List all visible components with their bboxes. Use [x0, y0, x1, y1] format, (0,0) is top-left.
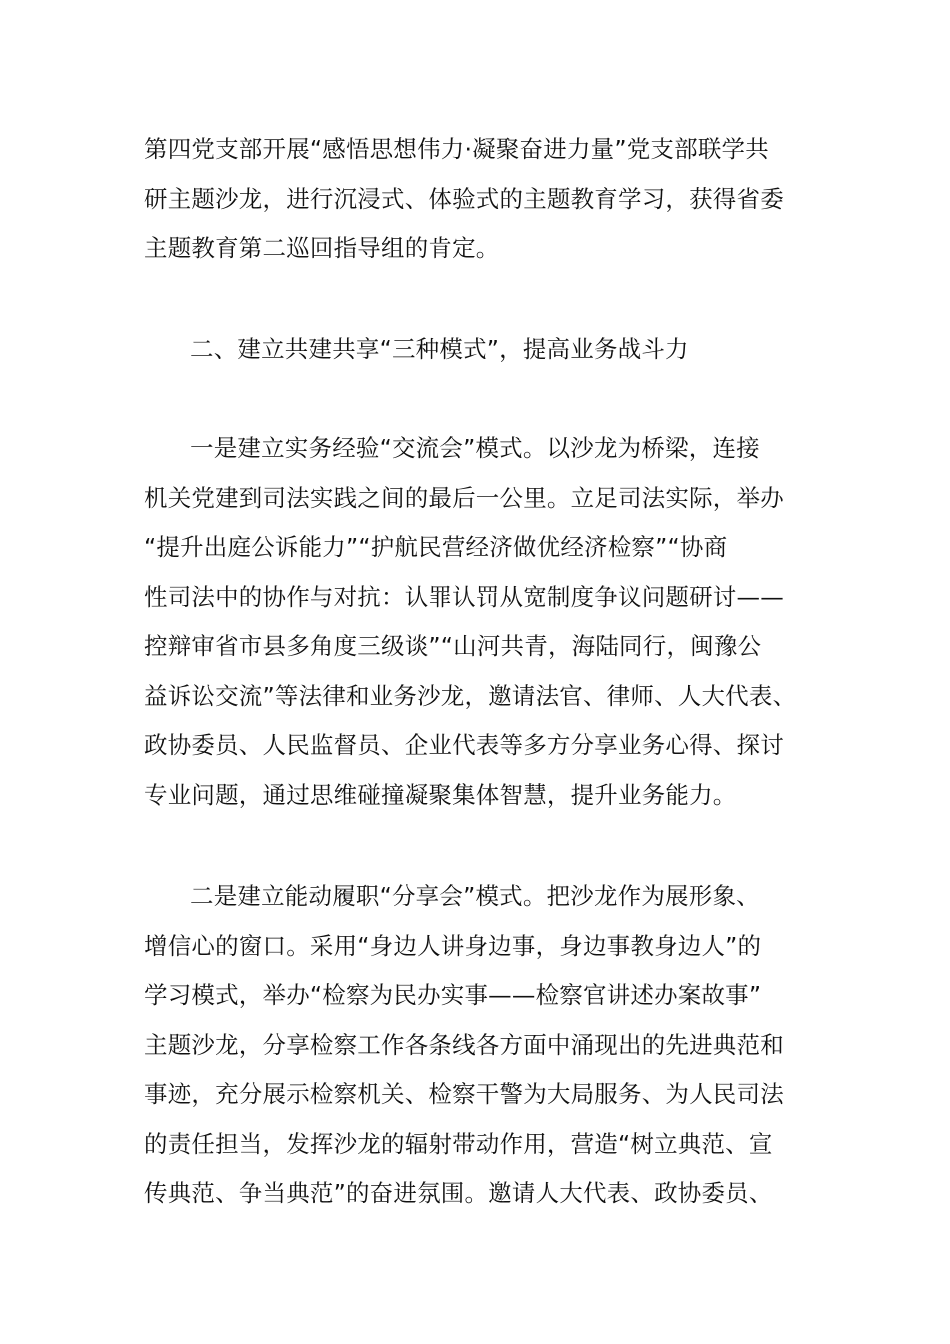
- text-line: 性司法中的协作与对抗：认罪认罚从宽制度争议问题研讨——: [144, 582, 784, 611]
- text-line: 事迹，充分展示检察机关、检察干警为大局服务、为人民司法: [144, 1080, 784, 1108]
- paragraph-2: [144, 424, 834, 820]
- section-heading: [144, 325, 834, 375]
- text-line: 益诉讼交流”等法律和业务沙龙，邀请法官、律师、人大代表、: [144, 681, 797, 710]
- paragraph-1: [144, 125, 834, 274]
- text-line: 传典范、争当典范”的奋进氛围。邀请人大代表、政协委员、: [144, 1179, 773, 1207]
- text-line: 二是建立能动履职“分享会”模式。把沙龙作为展形象、: [190, 882, 760, 910]
- text-line: 政协委员、人民监督员、企业代表等多方分享业务心得、探讨: [144, 731, 784, 759]
- text-line: 增信心的窗口。采用“身边人讲身边事，身边事教身边人”的: [144, 931, 762, 960]
- paragraph-3: [144, 872, 834, 1219]
- text-line: 第四党支部开展“感悟思想伟力·凝聚奋进力量”党支部联学共: [144, 135, 769, 163]
- text-line: 的责任担当，发挥沙龙的辐射带动作用，营造“树立典范、宣: [144, 1129, 773, 1158]
- text-line: 专业问题，通过思维碰撞凝聚集体智慧，提升业务能力。: [144, 780, 737, 809]
- text-line: 控辩审省市县多角度三级谈”“山河共青，海陆同行，闽豫公: [144, 632, 762, 660]
- text-line: 学习模式，举办“检察为民办实事——检察官讲述办案故事”: [144, 981, 762, 1009]
- text-line: 一是建立实务经验“交流会”模式。以沙龙为桥梁，连接: [190, 434, 760, 462]
- text-line: 机关党建到司法实践之间的最后一公里。立足司法实际，举办: [144, 483, 784, 512]
- text-line: 研主题沙龙，进行沉浸式、体验式的主题教育学习，获得省委: [144, 184, 784, 213]
- text-line: 主题教育第二巡回指导组的肯定。: [144, 234, 500, 262]
- heading-text: 二、建立共建共享“三种模式”，提高业务战斗力: [190, 335, 689, 363]
- text-line: 主题沙龙，分享检察工作各条线各方面中涌现出的先进典范和: [144, 1030, 784, 1059]
- text-line: “提升出庭公诉能力”“护航民营经济做优经济检察”“协商: [144, 533, 728, 561]
